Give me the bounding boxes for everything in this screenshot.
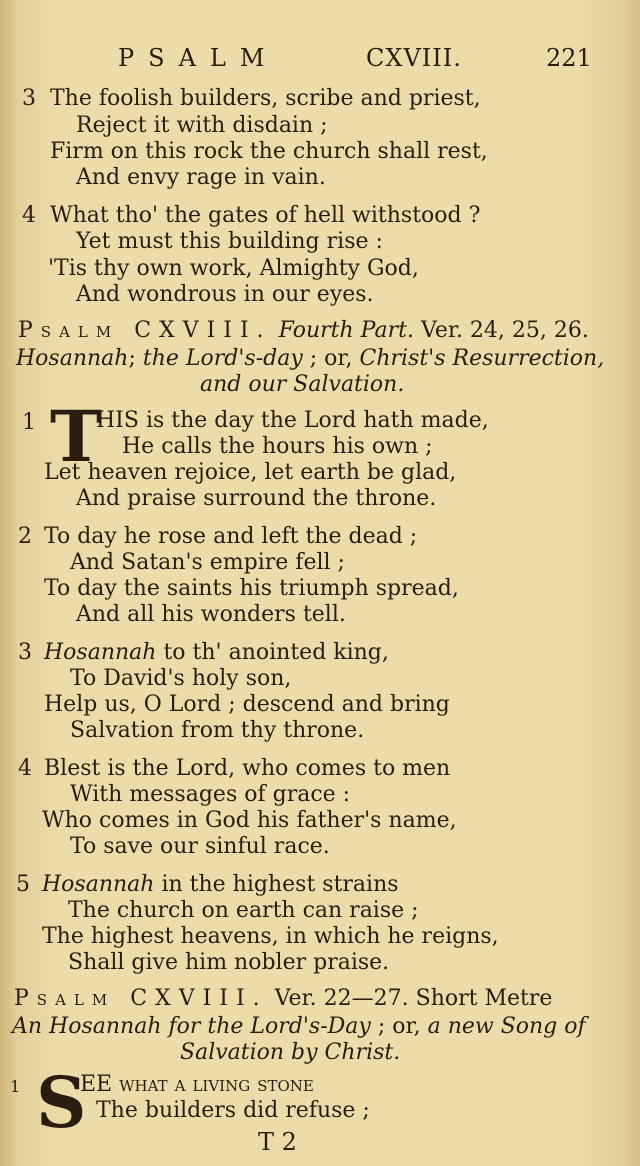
stanza-number: 3 — [18, 640, 32, 665]
verse-line: With messages of grace : — [70, 782, 351, 807]
verse-line: Shall give him nobler praise. — [68, 950, 390, 975]
verse-line: To save our sinful race. — [70, 834, 330, 859]
subtitle-part: ; — [128, 346, 143, 371]
stanza-number: 3 — [22, 86, 36, 111]
heading-verses: Ver. 22—27. — [274, 986, 409, 1011]
verse-line: EE what a living stone — [80, 1072, 314, 1097]
section-subtitle — [16, 346, 604, 372]
section-subtitle — [12, 1014, 586, 1040]
stanza-number: 1 — [10, 1077, 21, 1096]
verse-line — [44, 640, 389, 666]
verse-line: To day he rose and left the dead ; — [44, 524, 418, 549]
subtitle-part: Christ's Resurrection, — [359, 346, 605, 371]
subtitle-part: a new Song of — [427, 1014, 586, 1039]
verse-line: The foolish builders, scribe and priest, — [50, 86, 481, 111]
verse-line: Blest is the Lord, who comes to men — [44, 756, 451, 781]
verse-line: The highest heavens, in which he reigns, — [42, 924, 499, 949]
running-title: PSALM — [118, 44, 279, 72]
subtitle-part: ; or, — [370, 1014, 428, 1039]
verse-lead-italic: Hosannah — [44, 640, 157, 665]
verse-line: And envy rage in vain. — [76, 165, 326, 190]
stanza-number: 2 — [18, 524, 32, 549]
section-subtitle-cont: Salvation by Christ. — [180, 1040, 401, 1065]
section-subtitle-cont: and our Salvation. — [200, 372, 405, 397]
heading-part: Fourth Part. — [278, 318, 414, 343]
verse-line: Yet must this building rise : — [76, 229, 383, 254]
verse-line: Help us, O Lord ; descend and bring — [44, 692, 450, 717]
stanza-number: 1 — [22, 410, 36, 435]
stanza-number: 4 — [18, 756, 32, 781]
verse-line: What tho' the gates of hell withstood ? — [50, 203, 481, 228]
psalm-number: CXVIII. — [366, 44, 462, 72]
verse-line — [42, 872, 399, 898]
heading-verses: Ver. 24, 25, 26. — [420, 318, 589, 343]
verse-line: And praise surround the throne. — [76, 486, 437, 511]
verse-line: Who comes in God his father's name, — [42, 808, 457, 833]
page-number: 221 — [546, 44, 592, 72]
drop-cap: T — [50, 395, 103, 478]
drop-cap: S — [36, 1061, 87, 1144]
heading-psalm: Psalm CXVIII. — [14, 986, 268, 1011]
heading-metre: Short Metre — [415, 986, 553, 1011]
verse-line-rest: to th' anointed king, — [156, 640, 389, 665]
verse-lead-italic: Hosannah — [42, 872, 155, 897]
verse-line: Firm on this rock the church shall rest, — [50, 139, 488, 164]
verse-line: And wondrous in our eyes. — [76, 282, 374, 307]
verse-line: The builders did refuse ; — [96, 1098, 370, 1123]
subtitle-part: the Lord's-day — [142, 346, 303, 371]
section-heading — [18, 318, 589, 344]
stanza-number: 4 — [22, 203, 36, 228]
verse-line-rest: in the highest strains — [154, 872, 399, 897]
verse-line: Reject it with disdain ; — [76, 113, 328, 138]
verse-line: Salvation from thy throne. — [70, 718, 365, 743]
verse-line: He calls the hours his own ; — [122, 434, 433, 459]
signature-mark: T 2 — [258, 1128, 297, 1156]
verse-line: To day the saints his triumph spread, — [44, 576, 459, 601]
verse-line: And all his wonders tell. — [76, 602, 346, 627]
subtitle-part: Hosannah — [16, 346, 129, 371]
subtitle-part: ; or, — [302, 346, 360, 371]
verse-line: And Satan's empire fell ; — [70, 550, 345, 575]
verse-line: To David's holy son, — [70, 666, 292, 691]
verse-line: Let heaven rejoice, let earth be glad, — [44, 460, 457, 485]
verse-line: 'Tis thy own work, Almighty God, — [48, 256, 419, 281]
verse-line: HIS is the day the Lord hath made, — [96, 408, 489, 433]
section-heading — [14, 986, 552, 1012]
verse-line: The church on earth can raise ; — [68, 898, 419, 923]
stanza-number: 5 — [16, 872, 30, 897]
subtitle-part: An Hosannah for the Lord's-Day — [12, 1014, 371, 1039]
heading-psalm: Psalm CXVIII. — [18, 318, 272, 343]
